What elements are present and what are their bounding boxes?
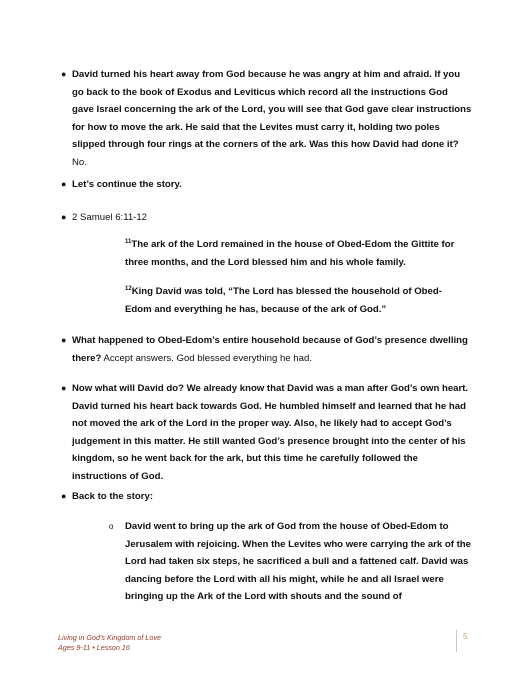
- bullet-text-bold: David turned his heart away from God because he was angry at him and afraid. If you go back to the book of Exodus and Leviticus which record all the instructions God gave Israel concerning the ark of the Lord, you will see that God gave clear instructions for how to move the ark. He said that the Levites must carry it, holding two poles slipped through four rings at the corners of the ark. Was this how David had done it?: [72, 69, 472, 150]
- footer-line-1: Living in God’s Kingdom of Love: [58, 633, 161, 642]
- bullet-text-bold: Now what will David do? We already know that David was a man after God’s own heart. David turned his heart back towards God. He humbled himself and learned that he had not moved the ark of the Lord in the proper way. Also, he likely had to accept God’s judgement in this matter. He still wanted God’s presence brought into the center of his kingdom, so he went back for the ark, but this time he carefully followed the instructions of God.: [72, 383, 469, 482]
- bullet-dot: ●: [61, 335, 67, 345]
- scripture-reference: 2 Samuel 6:11-12: [72, 212, 148, 223]
- bullet-dot: ●: [61, 383, 67, 393]
- verse-number: 11: [125, 238, 132, 245]
- bullet-back-to-story: [61, 488, 472, 506]
- bullet-text-bold: What happened to Obed-Edom’s entire household because of God’s presence dwelling there?: [72, 335, 468, 364]
- sub-bullet-david-went: [109, 518, 480, 606]
- bullet-scripture-reference: [61, 209, 472, 227]
- bullet-dot: ●: [61, 491, 67, 501]
- bullet-text-bold: Back to the story:: [72, 491, 154, 502]
- sub-bullet-text: David went to bring up the ark of God from the house of Obed-Edom to Jerusalem with rejoicing. When the Levites who were carrying the ark of the Lord had taken six steps, he sacrificed a bull and a fattened calf. David was dancing before the Lord with all his might, while he and all Israel were bringing up the Ark of the Lord with shouts and the sound of: [125, 521, 471, 602]
- bullet-what-happened: [61, 332, 472, 367]
- bullet-now-what: [61, 380, 472, 485]
- bullet-continue-story: [61, 176, 472, 194]
- page-number: 5: [463, 632, 468, 641]
- sub-bullet-dot: o: [109, 522, 114, 531]
- verse-text: King David was told, “The Lord has blessed the household of Obed-Edom and everything he has, because of the ark of God.”: [125, 286, 442, 315]
- bullet-david-turned: [61, 66, 472, 171]
- footer-series-title: [58, 633, 161, 653]
- bullet-dot: ●: [61, 179, 67, 189]
- verse-number: 12: [125, 285, 132, 292]
- scripture-verse-12: [125, 283, 455, 318]
- footer-line-2: Ages 9-11 • Lesson 16: [58, 643, 130, 652]
- bullet-text-answer: Accept answers. God blessed everything he had.: [101, 352, 312, 364]
- bullet-text-bold: Let’s continue the story.: [72, 179, 182, 190]
- footer-divider: [456, 630, 457, 652]
- bullet-dot: ●: [61, 69, 67, 79]
- verse-text: The ark of the Lord remained in the house of Obed-Edom the Gittite for three months, and the Lord blessed him and his whole family.: [125, 239, 455, 268]
- bullet-dot: ●: [61, 212, 67, 222]
- scripture-verse-11: [125, 236, 455, 271]
- bullet-text-answer: No.: [72, 156, 87, 168]
